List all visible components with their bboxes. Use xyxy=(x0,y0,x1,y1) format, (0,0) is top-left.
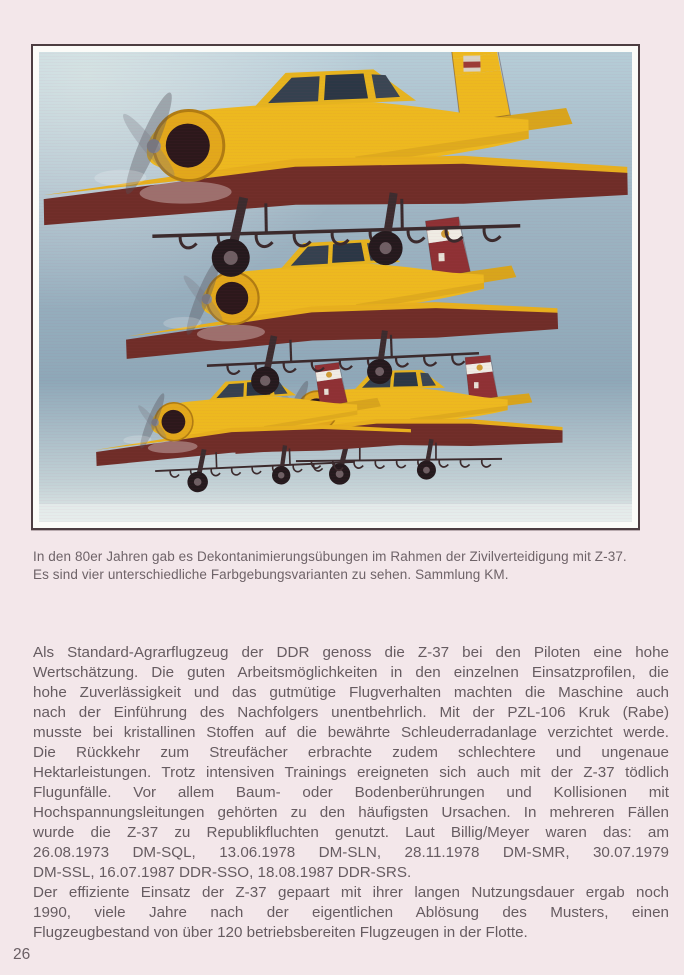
body-line: Als Standard-Agrarflugzeug der DDR genoss die Z-37 bei den Piloten eine hohe xyxy=(33,644,669,661)
photo-caption xyxy=(33,548,653,583)
body-line: musste bei kristallinen Stoffen auf die bewährte Schleuderradanlage verzichtet werde. xyxy=(33,724,669,741)
body-line: 26.08.1973 DM-SQL, 13.06.1978 DM-SLN, 28.11.1978 DM-SMR, 30.07.1979 xyxy=(33,844,669,861)
photo-bottom-haze xyxy=(39,504,632,522)
body-line: Hektarleistungen. Trotz intensiven Trainings ereigneten sich auch mit der Z-37 tödlich xyxy=(33,764,669,781)
body-line: nach der Einführung des Nachfolgers unentbehrlich. Mit der PZL-106 Kruk (Rabe) xyxy=(33,704,669,721)
body-text xyxy=(33,643,669,943)
body-line: Flugunfälle. Vor allem Baum- oder Bodenberührungen und Kollisionen mit xyxy=(33,784,669,801)
caption-line: In den 80er Jahren gab es Dekontanimierungsübungen im Rahmen der Zivilverteidigung mit Z-37. xyxy=(33,549,627,564)
body-line: Der effiziente Einsatz der Z-37 gepaart mit ihrer langen Nutzungsdauer ergab noch xyxy=(33,884,669,901)
photo-frame xyxy=(31,44,640,530)
body-line: Wertschätzung. Die guten Arbeitsmöglichkeiten in den einzelnen Einsatzprofilen, die xyxy=(33,664,669,681)
body-line: 1990, viele Jahre nach der eigentlichen Ablösung des Musters, einen xyxy=(33,904,669,921)
photo-z37-formation xyxy=(39,52,632,522)
body-line: Die Rückkehr zum Streufächer erbrachte zudem schlechtere und ungenaue xyxy=(33,744,669,761)
body-line: Hochspannungsleitungen gehörten zu den häufigsten Ursachen. In mehreren Fällen xyxy=(33,804,669,821)
body-line: hohe Zuverlässigkeit und das gutmütige Flugverhalten machten die Maschine auch xyxy=(33,684,669,701)
body-line: wurde die Z-37 zu Republikfluchten genutzt. Laut Billig/Meyer waren das: am xyxy=(33,824,669,841)
body-line: Flugzeugbestand von über 120 betriebsbereiten Flugzeugen in der Flotte. xyxy=(33,924,528,941)
body-line: DM-SSL, 16.07.1987 DDR-SSO, 18.08.1987 DDR-SRS. xyxy=(33,864,412,881)
caption-line: Es sind vier unterschiedliche Farbgebungsvarianten zu sehen. Sammlung KM. xyxy=(33,566,509,582)
page-number: 26 xyxy=(13,946,31,963)
